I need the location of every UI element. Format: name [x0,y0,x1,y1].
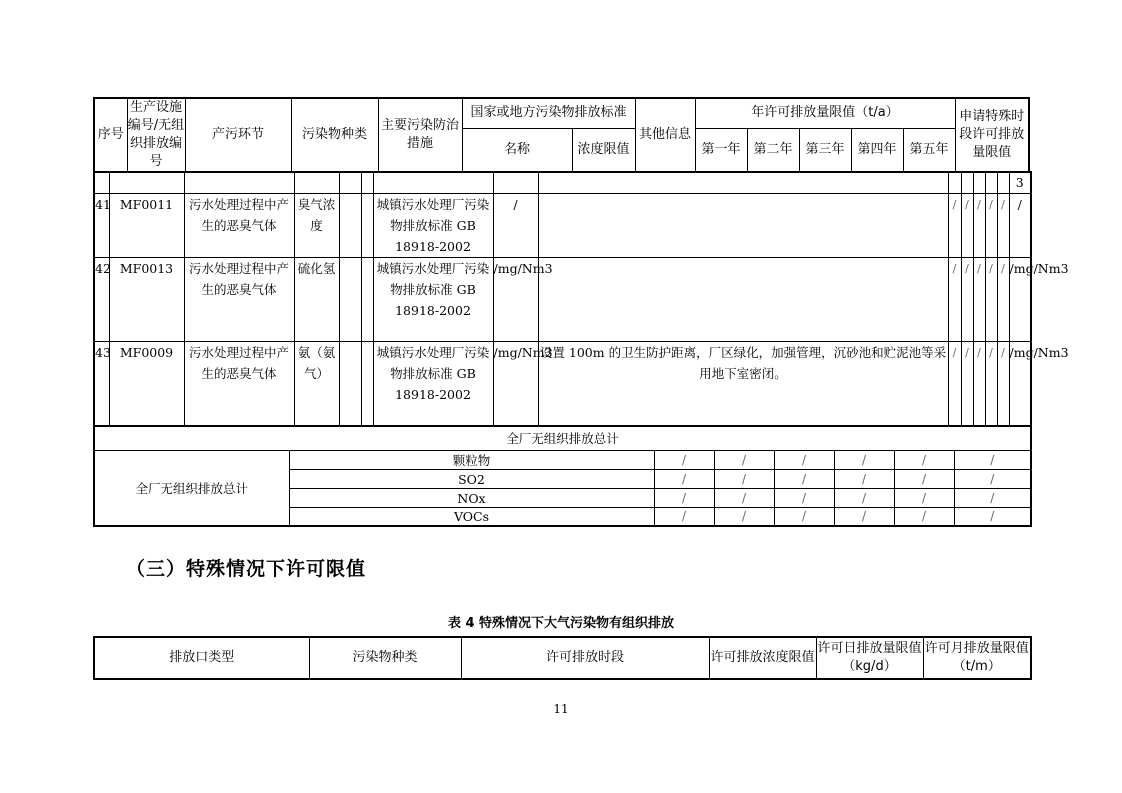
row-year-3: / [973,258,985,342]
table-row [94,258,1031,342]
row-pollutant: 氨（氨气） [294,342,339,427]
continuation-row [94,172,1031,194]
table-row [94,342,1031,427]
total-slash: / [834,489,894,508]
row-other [538,258,948,342]
row-seq: 41 [94,194,109,258]
emission-table-body [93,171,1069,427]
total-slash: / [954,508,1031,526]
row-facility: MF0013 [109,258,184,342]
row-year-2: / [961,194,973,258]
header-standard: 国家或地方污染物排放标准 [462,98,635,128]
total-slash: / [954,470,1031,489]
total-slash: / [894,451,954,470]
table4-caption: 表 4 特殊情况下大气污染物有组织排放 [447,616,675,631]
header-year-5: 第五年 [903,128,955,172]
row-conc: / [493,194,538,258]
total-slash: / [774,489,834,508]
t4-header-outlet-type: 排放口类型 [94,637,309,679]
row-facility: MF0009 [109,342,184,427]
total-slash: / [954,451,1031,470]
total-slash: / [774,470,834,489]
t4-header-conc-limit: 许可排放浓度限值 [709,637,816,679]
total-slash: / [894,470,954,489]
header-pollutant: 污染物种类 [291,98,378,172]
emission-table-header [93,97,1030,173]
total-slash: / [834,470,894,489]
row-standard: 城镇污水处理厂污染物排放标准 GB 18918-2002 [373,258,493,342]
row-standard: 城镇污水处理厂污染物排放标准 GB 18918-2002 [373,194,493,258]
row-conc: /mg/Nm3 [493,342,538,427]
t4-header-monthly-limit: 许可月排放量限值（t/m） [923,637,1031,679]
row-seq: 43 [94,342,109,427]
row-year-4: / [985,194,997,258]
t4-header-pollutant: 污染物种类 [309,637,461,679]
header-measures: 主要污染防治措施 [378,98,462,172]
total-slash: / [894,489,954,508]
row-special: /mg/Nm3 [1009,258,1031,342]
row-year-1: / [948,342,961,427]
row-stage: 污水处理过程中产生的恶臭气体 [184,258,294,342]
row-year-4: / [985,258,997,342]
header-stage: 产污环节 [185,98,291,172]
total-slash: / [654,489,714,508]
header-year-3: 第三年 [799,128,851,172]
header-std-conc: 浓度限值 [572,128,635,172]
total-slash: / [834,451,894,470]
row-year-5: / [997,194,1009,258]
total-item-pm: 颗粒物 [289,451,654,470]
table4 [93,636,1032,680]
row-year-3: / [973,194,985,258]
row-pollutant: 硫化氢 [294,258,339,342]
total-slash: / [654,470,714,489]
total-item-vocs: VOCs [289,508,654,526]
total-slash: / [714,508,774,526]
t4-header-daily-limit: 许可日排放量限值（kg/d） [816,637,923,679]
row-special: / [1009,194,1031,258]
total-slash: / [654,451,714,470]
row-year-2: / [961,258,973,342]
header-year-2: 第二年 [747,128,799,172]
header-year-1: 第一年 [695,128,747,172]
total-slash: / [654,508,714,526]
header-special: 申请特殊时段许可排放量限值 [955,98,1029,172]
header-other: 其他信息 [635,98,695,172]
total-slash: / [774,451,834,470]
header-facility: 生产设施编号/无组织排放编号 [127,98,185,172]
row-conc: /mg/Nm3 [493,258,538,342]
total-item-nox: NOx [289,489,654,508]
total-item-so2: SO2 [289,470,654,489]
table-row [94,194,1031,258]
row-year-2: / [961,342,973,427]
row-stage: 污水处理过程中产生的恶臭气体 [184,194,294,258]
row-year-5: / [997,342,1009,427]
total-slash: / [714,489,774,508]
total-slash: / [714,470,774,489]
header-annual: 年许可排放量限值（t/a） [695,98,955,128]
section-title: （三）特殊情况下许可限值 [126,558,367,580]
total-slash: / [714,451,774,470]
total-slash: / [774,508,834,526]
row-other [538,194,948,258]
row-year-4: / [985,342,997,427]
total-slash: / [834,508,894,526]
row-other: 设置 100m 的卫生防护距离，厂区绿化，加强管理，沉砂池和贮泥池等采用地下室密闭。 [538,342,948,427]
row-pollutant: 臭气浓度 [294,194,339,258]
row-standard: 城镇污水处理厂污染物排放标准 GB 18918-2002 [373,342,493,427]
header-std-name: 名称 [462,128,572,172]
row-year-3: / [973,342,985,427]
row-year-1: / [948,194,961,258]
row-facility: MF0011 [109,194,184,258]
row-year-1: / [948,258,961,342]
row-stage: 污水处理过程中产生的恶臭气体 [184,342,294,427]
total-slash: / [954,489,1031,508]
header-seq: 序号 [94,98,127,172]
totals-table [93,425,1032,527]
page-number: 11 [553,702,569,716]
total-title: 全厂无组织排放总计 [94,426,1031,451]
row-special: /mg/Nm3 [1009,342,1031,427]
t4-header-period: 许可排放时段 [461,637,709,679]
totals-label: 全厂无组织排放总计 [94,451,289,526]
row-year-5: / [997,258,1009,342]
row-seq: 42 [94,258,109,342]
header-year-4: 第四年 [851,128,903,172]
cont-last: 3 [1009,172,1031,194]
total-slash: / [894,508,954,526]
